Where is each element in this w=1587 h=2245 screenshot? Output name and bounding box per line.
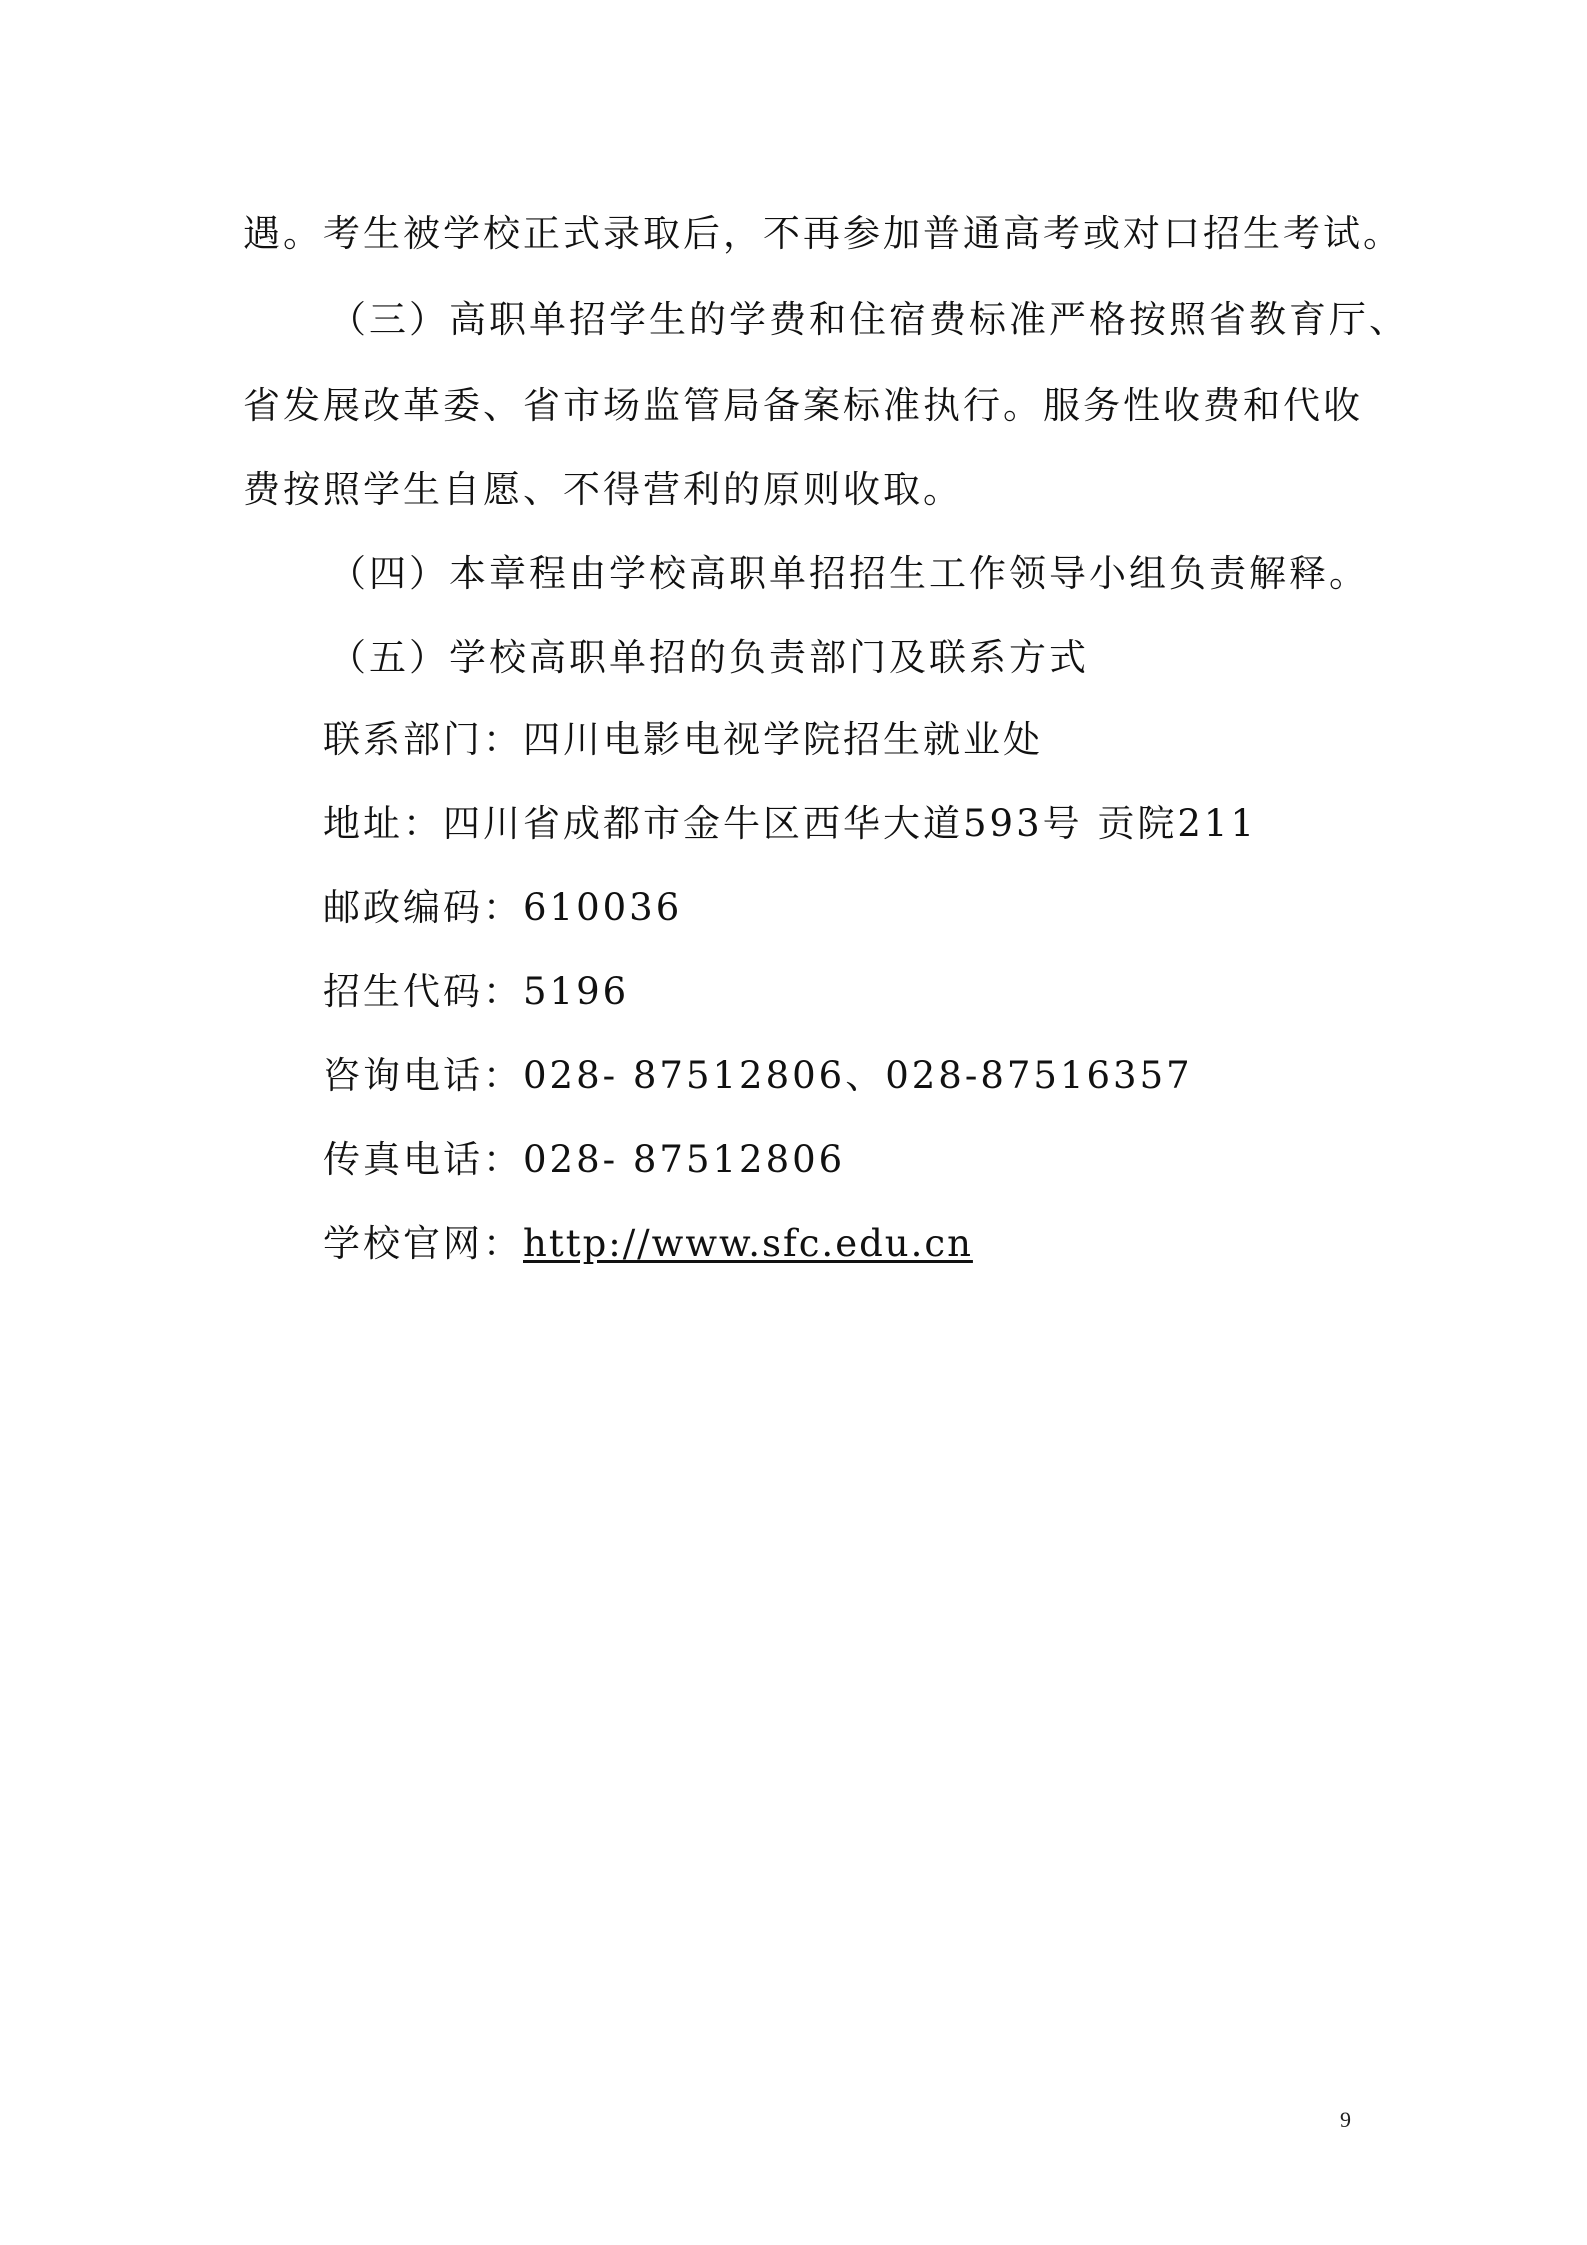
contact-website (323, 1220, 973, 1268)
contact-department: 联系部门：四川电影电视学院招生就业处 (323, 718, 1043, 761)
contact-phone: 咨询电话：028- 87512806、028-87516357 (323, 1054, 1193, 1097)
paragraph-fees-line-3: 费按照学生自愿、不得营利的原则收取。 (243, 468, 963, 511)
paragraph-fees-line-2: 省发展改革委、省市场监管局备案标准执行。服务性收费和代收 (243, 384, 1363, 427)
contact-enrollment-code: 招生代码：5196 (323, 970, 630, 1013)
paragraph-interpretation: （四）本章程由学校高职单招招生工作领导小组负责解释。 (329, 552, 1369, 595)
website-label: 学校官网： (323, 1222, 523, 1265)
paragraph-fees-line-1: （三）高职单招学生的学费和住宿费标准严格按照省教育厅、 (329, 298, 1409, 341)
contact-address: 地址：四川省成都市金牛区西华大道593号 贡院211 (323, 802, 1258, 845)
contact-fax: 传真电话：028- 87512806 (323, 1138, 846, 1181)
contact-postcode: 邮政编码：610036 (323, 886, 683, 929)
page-number: 9 (1340, 2107, 1351, 2132)
paragraph-continuation: 遇。考生被学校正式录取后，不再参加普通高考或对口招生考试。 (243, 212, 1403, 255)
website-link[interactable]: http://www.sfc.edu.cn (523, 1222, 973, 1265)
paragraph-contact-heading: （五）学校高职单招的负责部门及联系方式 (329, 636, 1089, 679)
